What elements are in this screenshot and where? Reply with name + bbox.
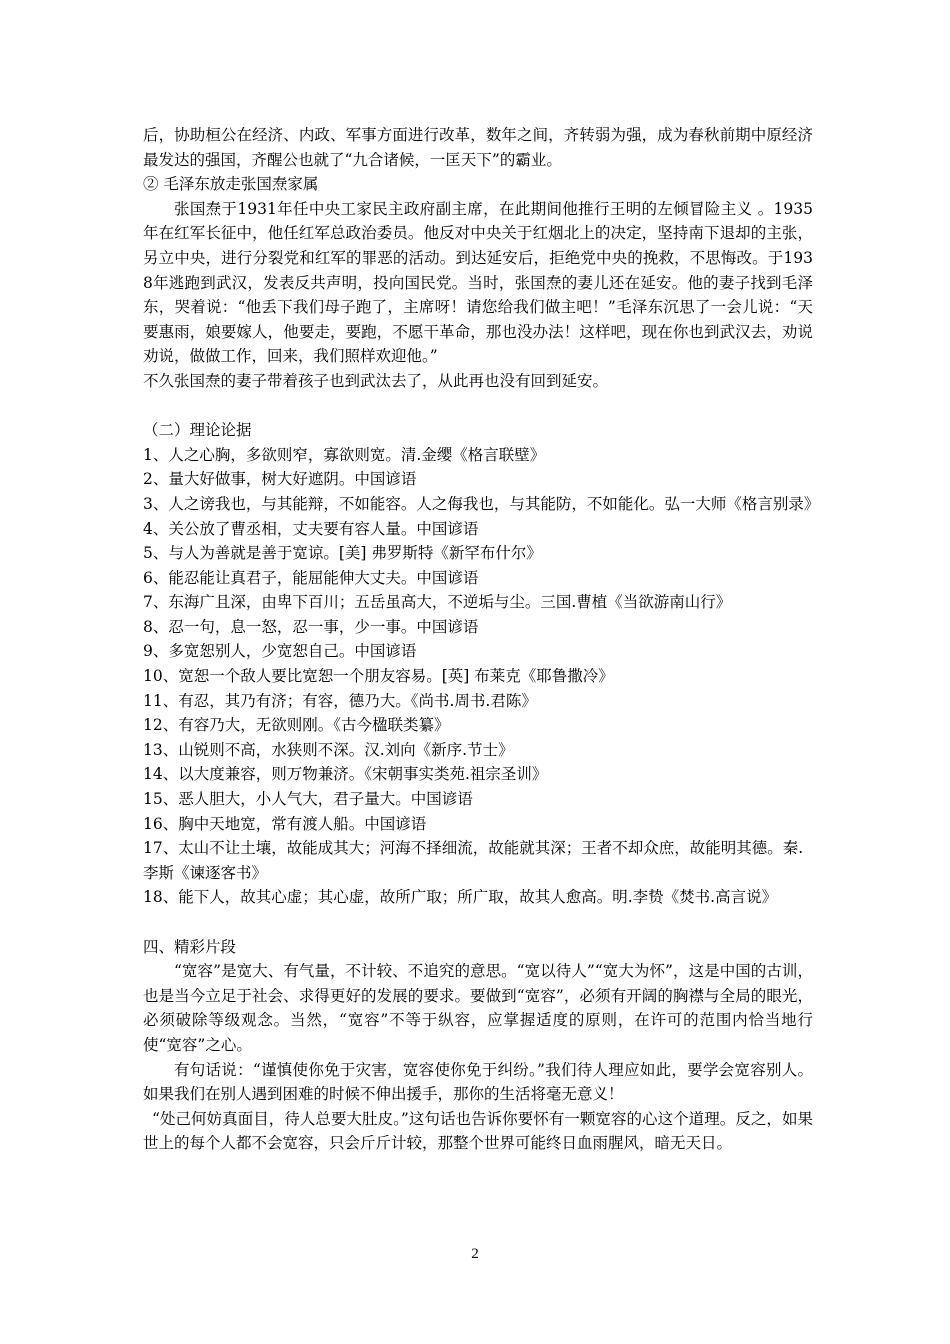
spacer <box>143 910 813 935</box>
list-item: 4、关公放了曹丞相，丈夫要有容人量。中国谚语 <box>143 519 479 538</box>
list-item: 12、有容乃大，无欲则刚。《古今楹联类纂》 <box>143 716 450 735</box>
list-item: 9、多宽恕别人，少宽恕自己。中国谚语 <box>143 642 417 661</box>
theory-heading: （二）理论论据 <box>143 421 252 440</box>
list-item: 10、宽恕一个敌人要比宽恕一个朋友容易。[英] 布莱克《耶鲁撒冷》 <box>143 667 614 686</box>
list-item: 16、胸中天地宽，常有渡人船。中国谚语 <box>143 814 427 833</box>
list-item: 18、能下人，故其心虚；其心虚，故所广取；所广取，故其人愈高。明.李贽《焚书.高言说》 <box>143 888 778 907</box>
story-heading: ② 毛泽东放走张国焘家属 <box>143 175 319 194</box>
excerpts-heading: 四、精彩片段 <box>143 937 237 956</box>
theory-quote-list <box>143 443 820 910</box>
excerpt-paragraph: 有句话说：“谨慎使你免于灾害，宽容使你免于纠纷。”我们待人理应如此，要学会宽容别人。如果我们在别人遇到困难的时候不伸出援手，那你的生活将毫无意义！ <box>143 1060 813 1104</box>
list-item: 8、忍一句，息一怒，忍一事，少一事。中国谚语 <box>143 617 479 636</box>
story-paragraph: 张国焘于1931年任中央工家民主政府副主席，在此期间他推行王明的左倾冒险主义 。1935年在红军长征中，他任红军总政治委员。他反对中央关于红烟北上的决定，坚持南下退却的主张，另立中央，进行分裂党和红军的罪恶的活动。到达延安后，拒绝党中央的挽救，不思悔改。于1938年逃跑到武汉，发表反共声明，投向国民党。当时，张国焘的妻儿还在延安。他的妻子找到毛泽东，哭着说：“他丢下我们母子跑了，主席呀！请您给我们做主吧！”毛泽东沉思了一会儿说：“天要惠雨，娘要嫁人，他要走，要跑，不愿干革命，那也没办法！这样吧，现在你也到武汉去，劝说劝说，做做工作，回来，我们照样欢迎他。” <box>143 199 813 366</box>
list-item: 13、山锐则不高，水狭则不深。汉.刘向《新序.节士》 <box>143 740 514 759</box>
list-item: 7、东海广且深，由卑下百川；五岳虽高大，不逆垢与尘。三国.曹植《当欲游南山行》 <box>143 593 732 612</box>
continued-paragraph: 后，协助桓公在经济、内政、军事方面进行改革，数年之间，齐转弱为强，成为春秋前期中原经济最发达的强国，齐醒公也就了“九合诸候，一匡天下”的霸业。 <box>143 126 813 169</box>
list-item: 1、人之心胸，多欲则窄，寡欲则宽。清.金缨《格言联壁》 <box>143 445 546 464</box>
list-item: 2、量大好做事，树大好遮阴。中国谚语 <box>143 470 417 489</box>
story-ending: 不久张国焘的妻子带着孩子也到武汰去了，从此再也没有回到延安。 <box>143 371 609 390</box>
list-item: 6、能忍能让真君子，能屈能伸大丈夫。中国谚语 <box>143 568 479 587</box>
page-number: 2 <box>471 1246 479 1262</box>
spacer <box>143 394 813 419</box>
excerpt-paragraph: “处己何妨真面目，待人总要大肚皮。”这句话也告诉你要怀有一颗宽容的心这个道理。反之，如果世上的每个人都不会宽容，只会斤斤计较，那整个世界可能终日血雨腥风，暗无天日。 <box>143 1109 813 1153</box>
page-content <box>143 123 820 1156</box>
list-item: 15、恶人胆大，小人气大，君子量大。中国谚语 <box>143 790 473 809</box>
list-item: 17、太山不让土壤，故能成其大；河海不择细流，故能就其深；王者不却众庶，故能明其德。秦.李斯《谏逐客书》 <box>143 839 804 882</box>
list-item: 14、以大度兼容，则万物兼济。《宋朝事实类苑.祖宗圣训》 <box>143 765 548 784</box>
excerpt-paragraph: “宽容”是宽大、有气量，不计较、不追究的意思。“宽以待人”“宽大为怀”，这是中国的古训，也是当今立足于社会、求得更好的发展的要求。要做到“宽容”，必须有开阔的胸襟与全局的眼光，必须破除等级观念。当然，“宽容”不等于纵容，应掌握适度的原则，在许可的范围内恰当地行使“宽容”之心。 <box>143 962 813 1054</box>
list-item: 5、与人为善就是善于宽谅。[美] 弗罗斯特《新罕布什尔》 <box>143 544 542 563</box>
list-item: 3、人之谤我也，与其能辩，不如能容。人之侮我也，与其能防，不如能化。弘一大师《格言别录》 <box>143 494 820 513</box>
list-item: 11、有忍，其乃有济；有容，德乃大。《尚书.周书.君陈》 <box>143 691 537 710</box>
